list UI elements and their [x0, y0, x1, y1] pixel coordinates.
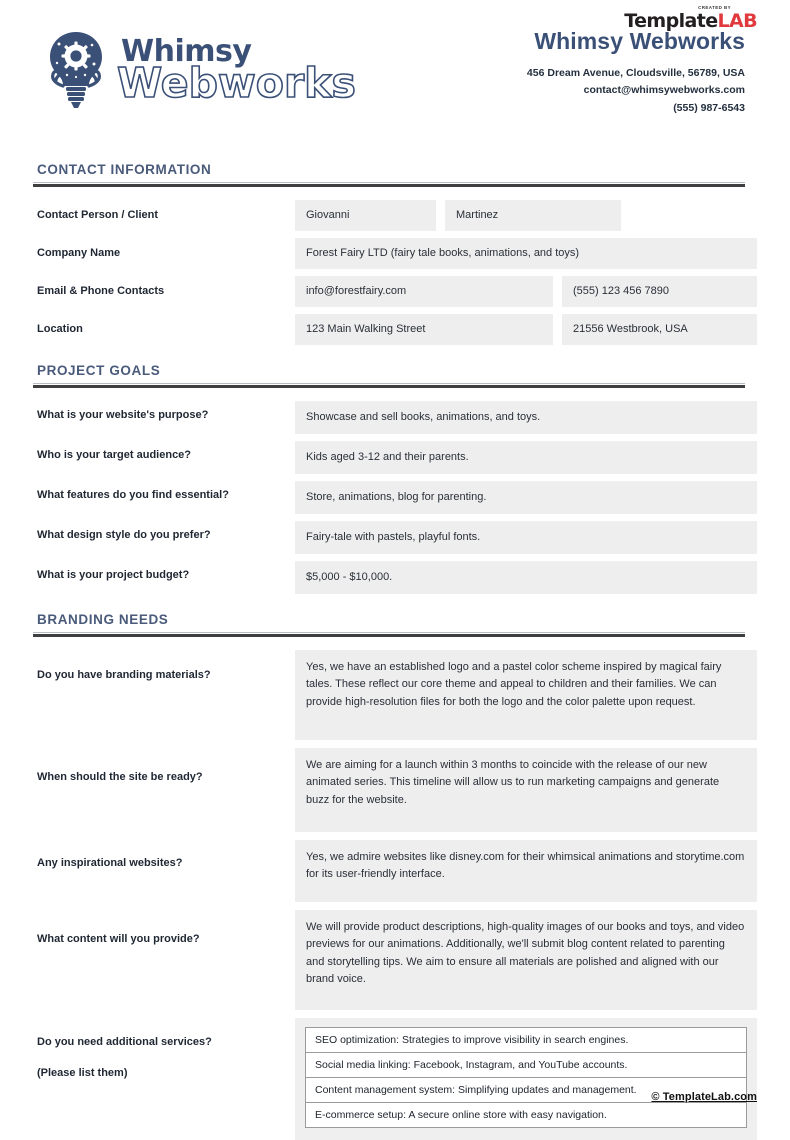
list-item[interactable]: Social media linking: Facebook, Instagram, and YouTube accounts. — [305, 1052, 747, 1077]
field-label: Contact Person / Client — [37, 209, 159, 221]
field-value-features[interactable]: Store, animations, blog for parenting. — [295, 481, 757, 514]
brand-wordmark — [117, 33, 356, 107]
section-divider — [33, 182, 757, 188]
table-row — [33, 748, 757, 832]
field-label: When should the site be ready? — [37, 771, 203, 784]
field-label: Any inspirational websites? — [37, 857, 183, 870]
company-email: contact@whimsywebworks.com — [583, 84, 745, 97]
table-row — [33, 521, 757, 554]
table-row — [33, 650, 757, 740]
section-title-goals: PROJECT GOALS — [37, 363, 161, 379]
company-name: Whimsy Webworks — [534, 28, 745, 54]
table-row — [33, 561, 757, 594]
table-row — [33, 910, 757, 1010]
field-label: What content will you provide? — [37, 933, 200, 946]
field-value-branding-materials[interactable]: Yes, we have an established logo and a pastel color scheme inspired by magical fairy tales. These reflect our core theme and appeal to children and their families. We can provide high-resolution files for both the logo and the color palette upon request. — [295, 650, 757, 740]
table-row — [33, 314, 757, 345]
lightbulb-gear-icon — [45, 30, 107, 110]
section-contact-information — [33, 162, 757, 345]
field-value-group — [295, 200, 757, 231]
additional-services-list — [295, 1018, 757, 1140]
company-address: 456 Dream Avenue, Cloudsville, 56789, USA — [526, 67, 745, 79]
divider-thick-line — [33, 184, 745, 187]
field-label: Location — [37, 323, 83, 336]
brand-logo-block — [45, 30, 356, 110]
section-divider — [33, 632, 757, 638]
table-row — [33, 441, 757, 474]
field-value-phone[interactable]: (555) 123 456 7890 — [562, 276, 757, 307]
section-divider — [33, 383, 757, 389]
additional-services-hint: (Please list them) — [37, 1067, 128, 1080]
field-label: Do you have branding materials? — [37, 669, 211, 682]
table-row — [33, 276, 757, 307]
divider-thick-line — [33, 634, 745, 637]
field-value-budget[interactable]: $5,000 - $10,000. — [295, 561, 757, 594]
company-contact-block — [527, 28, 745, 117]
table-row — [33, 481, 757, 514]
section-branding-needs — [33, 612, 757, 1140]
brand-word-whimsy: Whimsy — [121, 33, 252, 69]
company-phone: (555) 987-6543 — [673, 101, 745, 114]
field-value-email[interactable]: info@forestfairy.com — [295, 276, 553, 307]
field-label: Who is your target audience? — [37, 449, 192, 462]
list-item[interactable]: SEO optimization: Strategies to improve visibility in search engines. — [305, 1027, 747, 1052]
field-value-company-name[interactable]: Forest Fairy LTD (fairy tale books, animations, and toys) — [295, 238, 757, 269]
divider-thin-line — [33, 182, 745, 183]
field-label-additional-services — [33, 1018, 295, 1079]
field-label: Email & Phone Contacts — [37, 285, 165, 298]
field-label: What is your project budget? — [37, 569, 190, 582]
document-header — [33, 0, 757, 144]
table-row — [33, 200, 757, 231]
divider-thick-line — [33, 385, 745, 388]
field-value-last-name[interactable]: Martinez — [445, 200, 621, 231]
field-value-inspirational-websites[interactable]: Yes, we admire websites like disney.com for their whimsical animations and storytime.com for its user-friendly interface. — [295, 840, 757, 902]
field-value-street[interactable]: 123 Main Walking Street — [295, 314, 553, 345]
footer-copyright[interactable]: © TemplateLab.com — [651, 1091, 757, 1103]
list-item[interactable]: E-commerce setup: A secure online store with easy navigation. — [305, 1102, 747, 1128]
brand-word-webworks: Webworks — [117, 58, 356, 107]
field-label: Company Name — [37, 247, 121, 260]
field-value-first-name[interactable]: Giovanni — [295, 200, 436, 231]
templatelab-template-text: Template — [624, 9, 718, 32]
divider-thin-line — [33, 383, 745, 384]
field-label: What features do you find essential? — [37, 489, 229, 502]
field-value-group — [295, 276, 757, 307]
field-value-timeline[interactable]: We are aiming for a launch within 3 months to coincide with the release of our new animated series. This timeline will allow us to run marketing campaigns and generate buzz for the website. — [295, 748, 757, 832]
section-project-goals — [33, 363, 757, 594]
field-label: What design style do you prefer? — [37, 529, 211, 542]
created-by-label: CREATED BY — [698, 5, 731, 10]
field-value-design-style[interactable]: Fairy-tale with pastels, playful fonts. — [295, 521, 757, 554]
table-row — [33, 401, 757, 434]
field-value-city[interactable]: 21556 Westbrook, USA — [562, 314, 757, 345]
divider-thin-line — [33, 632, 745, 633]
table-row — [33, 238, 757, 269]
templatelab-lab-text: LAB — [717, 9, 757, 32]
field-value-purpose[interactable]: Showcase and sell books, animations, and toys. — [295, 401, 757, 434]
section-title-branding: BRANDING NEEDS — [37, 612, 169, 628]
field-value-group — [295, 314, 757, 345]
field-value-audience[interactable]: Kids aged 3-12 and their parents. — [295, 441, 757, 474]
table-row — [33, 840, 757, 902]
additional-services-question: Do you need additional services? — [37, 1036, 212, 1049]
additional-services-row — [33, 1018, 757, 1140]
list-item[interactable]: Content management system: Simplifying updates and management. — [305, 1077, 747, 1102]
field-value-content[interactable]: We will provide product descriptions, high-quality images of our books and toys, and video previews for our animations. Additionally, we'll submit blog content related to parenting and storytelling tips. We aim to ensure all materials are polished and aligned with our brand voice. — [295, 910, 757, 1010]
section-title-contact: CONTACT INFORMATION — [37, 162, 212, 177]
field-label: What is your website's purpose? — [37, 409, 209, 422]
